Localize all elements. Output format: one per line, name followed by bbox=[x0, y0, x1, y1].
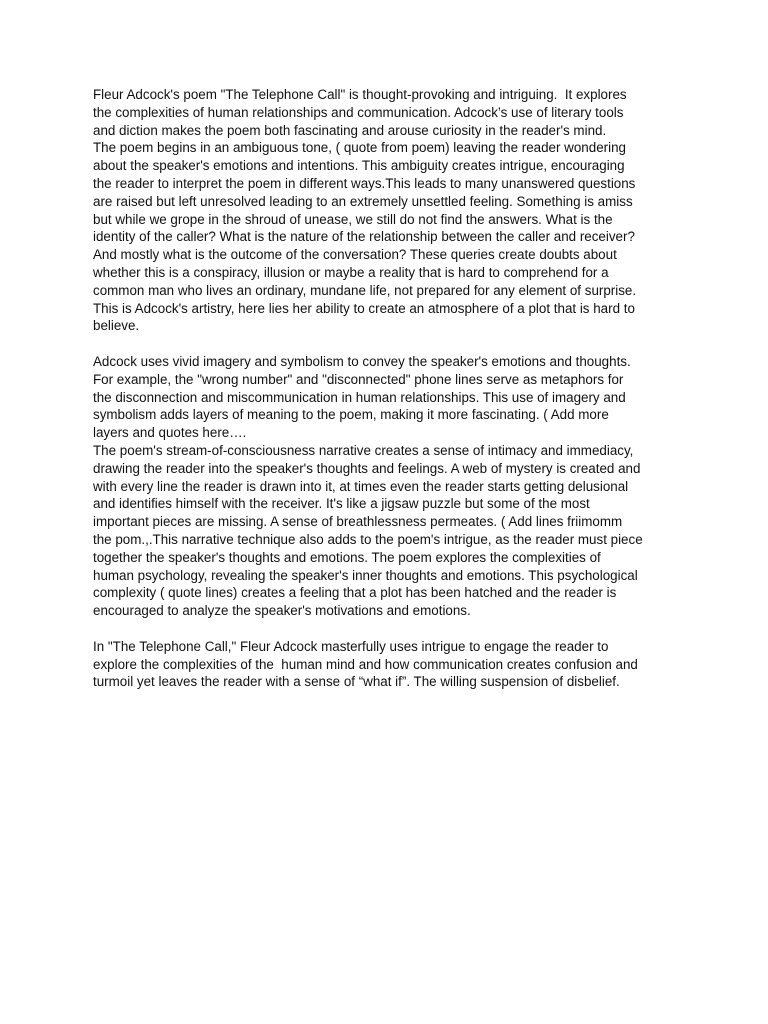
text-line: but while we grope in the shroud of unease, we still do not find the answers. What is the bbox=[93, 211, 613, 227]
text-line: and identifies himself with the receiver. It's like a jigsaw puzzle but some of the most bbox=[93, 496, 590, 512]
text-line: explore the complexities of the human mind and how communication creates confusion and bbox=[93, 656, 638, 672]
text-line: Adcock uses vivid imagery and symbolism to convey the speaker's emotions and thoughts. bbox=[93, 353, 631, 369]
text-line: This is Adcock's artistry, here lies her ability to create an atmosphere of a plot that is hard to bbox=[93, 300, 635, 316]
text-line: drawing the reader into the speaker's thoughts and feelings. A web of mystery is created and bbox=[93, 460, 641, 476]
paragraph-spacer bbox=[93, 620, 693, 638]
document-page bbox=[93, 86, 693, 691]
text-line: whether this is a conspiracy, illusion or maybe a reality that is hard to comprehend for a bbox=[93, 264, 609, 280]
text-line: about the speaker's emotions and intentions. This ambiguity creates intrigue, encouraging bbox=[93, 158, 625, 174]
text-line: turmoil yet leaves the reader with a sense of “what if”. The willing suspension of disbelief. bbox=[93, 674, 620, 690]
text-line: are raised but left unresolved leading to an extremely unsettled feeling. Something is amiss bbox=[93, 193, 633, 209]
text-line: the complexities of human relationships and communication. Adcock’s use of literary tools bbox=[93, 104, 624, 120]
text-line: the pom.,.This narrative technique also adds to the poem's intrigue, as the reader must piece bbox=[93, 531, 643, 547]
text-line: complexity ( quote lines) creates a feeling that a plot has been hatched and the reader is bbox=[93, 585, 617, 601]
text-line: the reader to interpret the poem in different ways.This leads to many unanswered questions bbox=[93, 175, 636, 191]
text-line: In "The Telephone Call," Fleur Adcock masterfully uses intrigue to engage the reader to bbox=[93, 638, 609, 654]
text-line: common man who lives an ordinary, mundane life, not prepared for any element of surprise. bbox=[93, 282, 637, 298]
text-line: layers and quotes here…. bbox=[93, 425, 247, 441]
text-line: For example, the "wrong number" and "disconnected" phone lines serve as metaphors for bbox=[93, 371, 624, 387]
text-line: with every line the reader is drawn into it, at times even the reader starts getting delusional bbox=[93, 478, 629, 494]
paragraph-conclusion bbox=[93, 638, 693, 691]
text-line: and diction makes the poem both fascinating and arouse curiosity in the reader's mind. bbox=[93, 122, 607, 138]
text-line: important pieces are missing. A sense of breathlessness permeates. ( Add lines friimomm bbox=[93, 514, 623, 530]
text-line: identity of the caller? What is the nature of the relationship between the caller and receiver? bbox=[93, 229, 635, 245]
text-line: Fleur Adcock's poem "The Telephone Call" is thought-provoking and intriguing. It explores bbox=[93, 87, 627, 102]
text-line: human psychology, revealing the speaker's inner thoughts and emotions. This psychological bbox=[93, 567, 638, 583]
paragraph-introduction bbox=[93, 86, 693, 335]
text-line: encouraged to analyze the speaker's motivations and emotions. bbox=[93, 603, 471, 619]
paragraph-spacer bbox=[93, 335, 693, 353]
paragraph-imagery bbox=[93, 353, 693, 620]
text-line: The poem's stream-of-consciousness narrative creates a sense of intimacy and immediacy, bbox=[93, 442, 634, 458]
text-line: And mostly what is the outcome of the conversation? These queries create doubts about bbox=[93, 247, 617, 263]
text-line: symbolism adds layers of meaning to the poem, making it more fascinating. ( Add more bbox=[93, 407, 609, 423]
text-line: together the speaker's thoughts and emotions. The poem explores the complexities of bbox=[93, 549, 601, 565]
text-line: believe. bbox=[93, 318, 140, 334]
text-line: the disconnection and miscommunication in human relationships. This use of imagery and bbox=[93, 389, 626, 405]
text-line: The poem begins in an ambiguous tone, ( quote from poem) leaving the reader wondering bbox=[93, 140, 626, 156]
